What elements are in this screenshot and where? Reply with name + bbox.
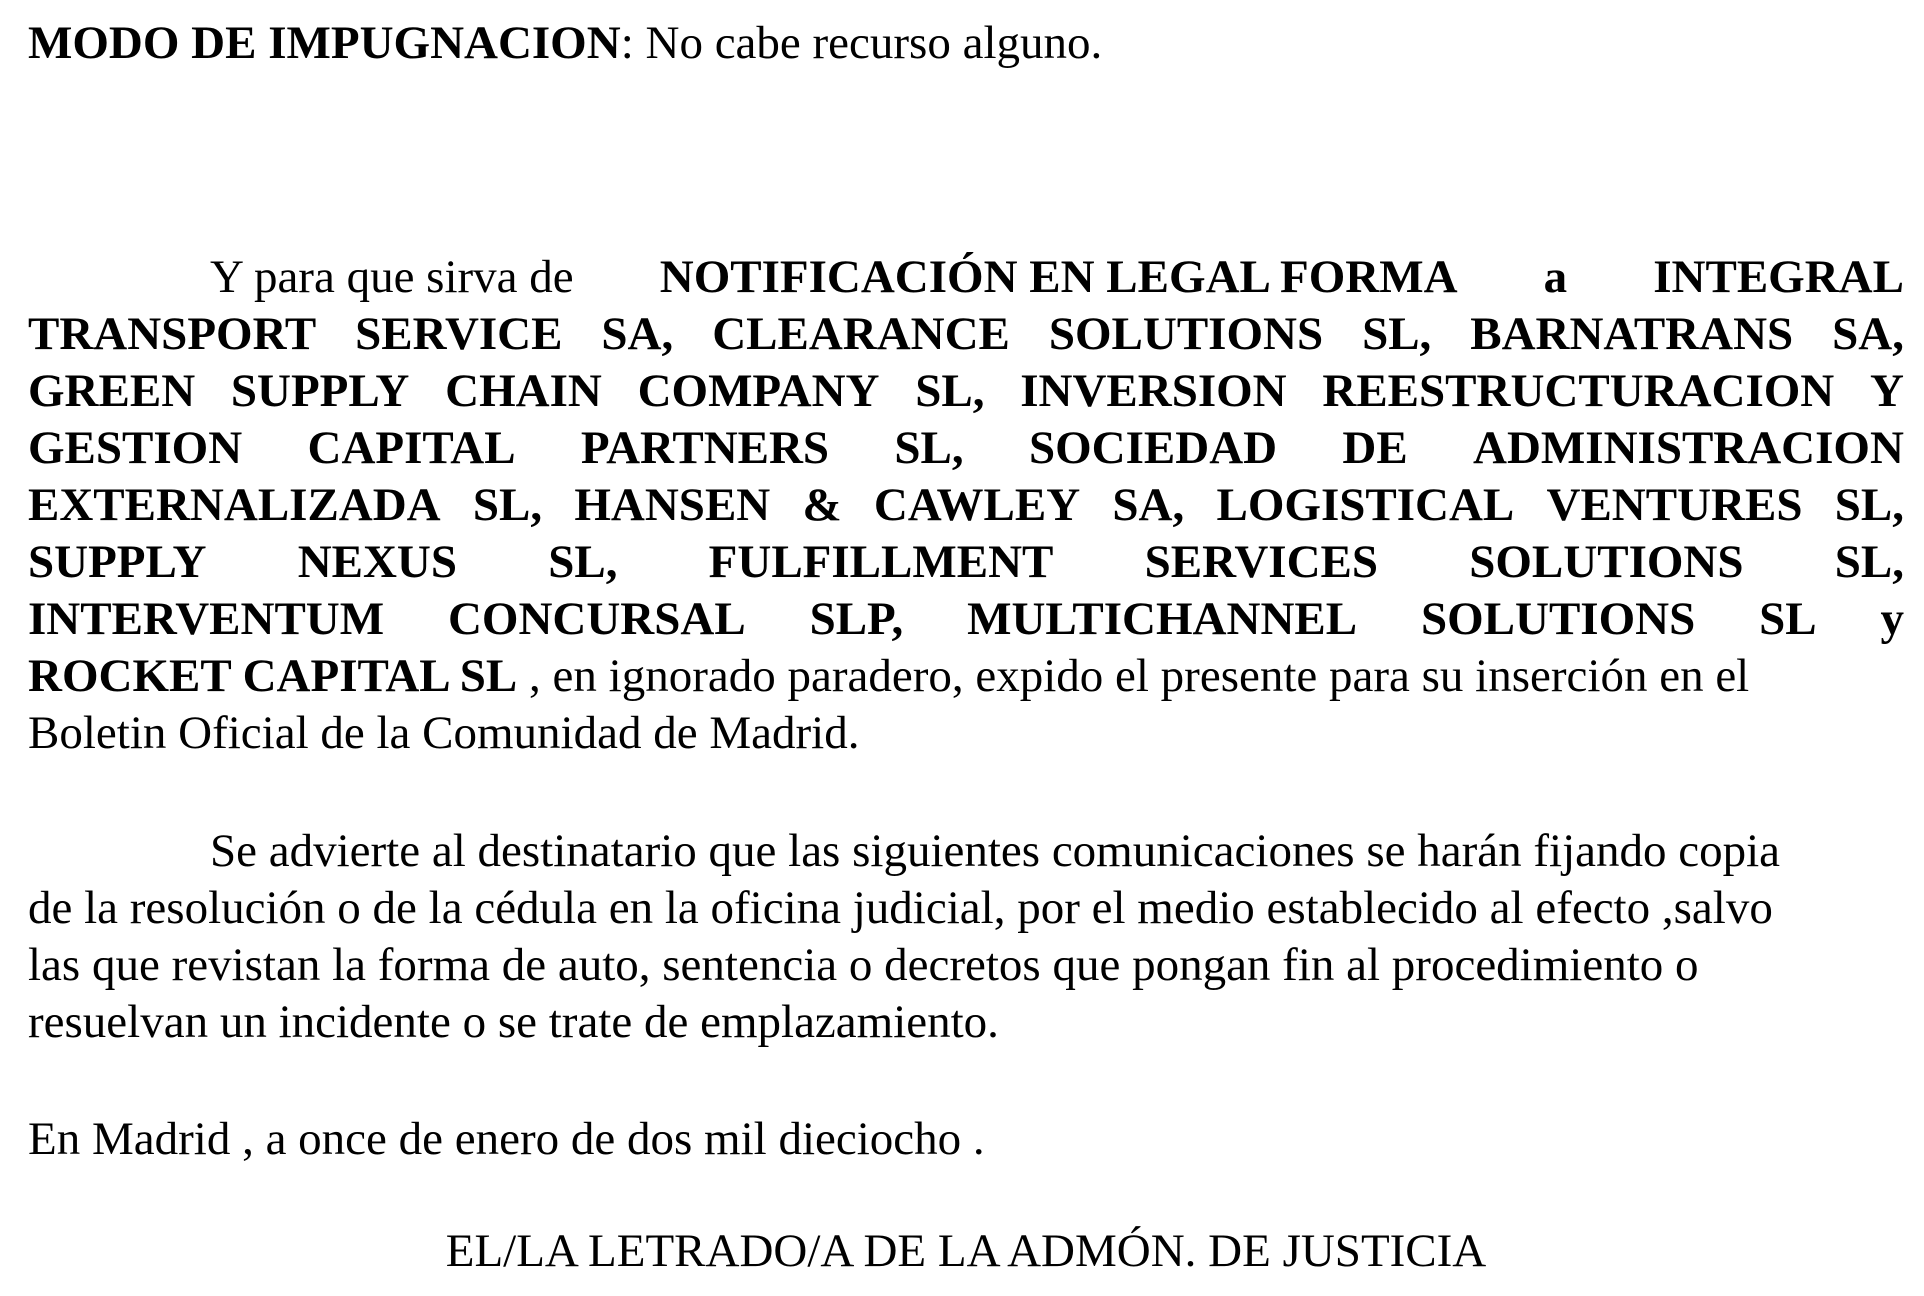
- word: DE: [1342, 422, 1408, 474]
- word: COMPANY: [637, 365, 880, 417]
- word: SL,: [1362, 308, 1432, 360]
- word: MULTICHANNEL: [967, 593, 1358, 645]
- notificacion-intro: Y para que sirva de: [210, 251, 574, 303]
- advertencia-line-4: [28, 993, 999, 1051]
- advertencia-line-2: [28, 879, 1773, 937]
- word: VENTURES: [1546, 479, 1803, 531]
- word: REESTRUCTURACION: [1322, 365, 1835, 417]
- notificacion-line-5: [28, 476, 1904, 534]
- word: SL,: [1834, 479, 1904, 531]
- firma-line: [28, 1222, 1904, 1280]
- word: FULFILLMENT: [708, 536, 1054, 588]
- notificacion-line-4: [28, 419, 1904, 477]
- word: INTERVENTUM: [28, 593, 385, 645]
- word: SUPPLY: [230, 365, 410, 417]
- word: BARNATRANS: [1470, 308, 1794, 360]
- word: SERVICE: [355, 308, 563, 360]
- word: SERVICES: [1144, 536, 1379, 588]
- notificacion-last-bold: ROCKET CAPITAL SL: [28, 650, 518, 702]
- notificacion-line-8: [28, 647, 1749, 705]
- word: SOLUTIONS: [1048, 308, 1324, 360]
- word: SOCIEDAD: [1028, 422, 1278, 474]
- fecha-line: [28, 1110, 985, 1168]
- impugnacion-text: : No cabe recurso alguno.: [620, 17, 1103, 69]
- notificacion-last-rest: , en ignorado paradero, expido el presente para su inserción en el: [517, 650, 1750, 702]
- advertencia-text: resuelvan un incidente o se trate de emplazamiento.: [28, 996, 999, 1048]
- word: SUPPLY: [28, 536, 207, 588]
- word: CAPITAL: [307, 422, 516, 474]
- word: CAWLEY: [873, 479, 1081, 531]
- word: SA,: [1112, 479, 1185, 531]
- word: CHAIN: [445, 365, 602, 417]
- word: SOLUTIONS: [1420, 593, 1696, 645]
- impugnacion-line: [28, 14, 1102, 72]
- firma-text: EL/LA LETRADO/A DE LA ADMÓN. DE JUSTICIA: [445, 1225, 1487, 1277]
- word: INVERSION: [1020, 365, 1287, 417]
- notificacion-a: a: [1543, 251, 1568, 303]
- document-page: [28, 0, 1904, 1296]
- notificacion-line-9: [28, 704, 859, 762]
- word: &: [802, 479, 842, 531]
- word: SA,: [1832, 308, 1904, 360]
- word: SA,: [601, 308, 674, 360]
- notificacion-final-line: Boletin Oficial de la Comunidad de Madrid.: [28, 707, 860, 759]
- notificacion-line-6: [28, 533, 1904, 591]
- advertencia-text: las que revistan la forma de auto, sentencia o decretos que pongan fin al procedimiento o: [28, 939, 1699, 991]
- advertencia-line-1: [28, 822, 1780, 880]
- word: GESTION: [28, 422, 243, 474]
- word: SL,: [1834, 536, 1904, 588]
- word: SL,: [894, 422, 964, 474]
- word: SL,: [915, 365, 985, 417]
- word: y: [1880, 593, 1904, 645]
- notificacion-line-7: [28, 590, 1904, 648]
- advertencia-text: Se advierte al destinatario que las siguientes comunicaciones se harán fijando copia: [210, 825, 1781, 877]
- word: Y: [1870, 365, 1904, 417]
- word: GREEN: [28, 365, 196, 417]
- word: HANSEN: [574, 479, 771, 531]
- word: CLEARANCE: [712, 308, 1010, 360]
- word: TRANSPORT: [28, 308, 317, 360]
- notificacion-line-2: [28, 305, 1904, 363]
- notificacion-line-1: [28, 248, 1904, 306]
- advertencia-line-3: [28, 936, 1699, 994]
- word: SOLUTIONS: [1469, 536, 1744, 588]
- notificacion-title: NOTIFICACIÓN EN LEGAL FORMA: [659, 251, 1458, 303]
- word: PARTNERS: [580, 422, 830, 474]
- word: SL,: [548, 536, 618, 588]
- word: LOGISTICAL: [1216, 479, 1515, 531]
- word: SL,: [472, 479, 543, 531]
- word: NEXUS: [297, 536, 458, 588]
- word: SL: [1759, 593, 1817, 645]
- word: ADMINISTRACION: [1473, 422, 1904, 474]
- word: SLP,: [809, 593, 904, 645]
- word: EXTERNALIZADA: [28, 479, 441, 531]
- advertencia-text: de la resolución o de la cédula en la oficina judicial, por el medio establecido al efecto ,salvo: [28, 882, 1773, 934]
- impugnacion-label: MODO DE IMPUGNACION: [28, 17, 621, 69]
- word: CONCURSAL: [447, 593, 746, 645]
- notificacion-line1-end: INTEGRAL: [1653, 251, 1904, 303]
- fecha-text: En Madrid , a once de enero de dos mil dieciocho .: [28, 1113, 985, 1165]
- notificacion-line-3: [28, 362, 1904, 420]
